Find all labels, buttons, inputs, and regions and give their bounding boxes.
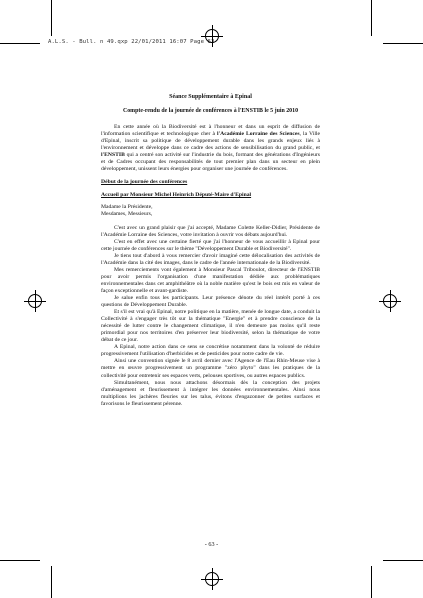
speech-heading: Accueil par Monsieur Michel Heinrich Député-Maire d'Epinal <box>101 192 252 199</box>
registration-mark-icon <box>205 29 219 43</box>
salutation <box>101 204 320 218</box>
crop-mark <box>51 0 52 36</box>
registration-mark-icon <box>383 294 397 308</box>
body-paragraph: Je salue enfin tous les participants. Leur présence dénote du réel intérêt porté à ces questions de Développement Durable. <box>101 294 320 309</box>
crop-mark <box>371 0 372 36</box>
crop-mark <box>51 566 52 598</box>
page-body <box>101 94 320 408</box>
enstib-name: l'ENSTIB <box>101 152 125 159</box>
registration-mark-icon <box>205 572 219 586</box>
section-heading: Début de la journée des conférences <box>101 179 188 186</box>
crop-mark <box>383 560 423 561</box>
body-paragraph: Mes remerciements vont également à Monsieur Pascal Triboulot, directeur de l'ENSTIB pour avoir permis l'organisation d'une manifestation dédiée aux problématiques environnementales dans cet amphithéâtre où la noble matière qu'est le bois est mis en valeur de façon exceptionnelle et avant-gardiste. <box>101 266 320 294</box>
print-slug: A.L.S. - Bull. n 49.qxp 22/01/2011 16:07 Page 63 <box>48 39 215 45</box>
body-paragraph: Simultanément, nous nous attachons désormais dès la conception des projets d'aménagement et fleurissement à intégrer les données environnementales. Ainsi nous multiplions les jachères fleuries sur les talus, évitons d'engazonner de petites surfaces et favorisons le fleurissement pérenne. <box>101 379 320 407</box>
body-paragraph: C'est avec un grand plaisir que j'ai accepté, Madame Colette Keller-Didier, Présidente de l'Académie Lorraine des Sciences, votre invitation à ouvrir vos débats aujourd'hui. <box>101 224 320 238</box>
crop-mark <box>383 43 423 44</box>
page-number: - 63 - <box>204 541 219 548</box>
body-paragraph: A Epinal, notre action dans ce sens se concrétise notamment dans la volonté de réduire progressivement l'utilisation d'herbicides et de pesticides pour notre cadre de vie. <box>101 344 320 358</box>
body-paragraph: C'est en effet avec une certaine fierté que j'ai l'honneur de vous accueillir à Epinal pour cette journée de conférences sur le thème "Développement Durable et Biodiversité". <box>101 238 320 252</box>
salutation-line: Mesdames, Messieurs, <box>101 210 153 217</box>
intro-text: qui a centré son activité sur l'industrie du bois, formant des générations d'Ingénieurs et de Cadres occupant des responsabilités de tout premier plan dans un secteur en plein développement, unissent leurs énergies pour organiser une journée de conférences. <box>101 152 320 173</box>
crop-mark <box>0 560 40 561</box>
body-paragraph: Je tiens tout d'abord à vous remercier d'avoir imaginé cette délocalisation des activités de l'Académie dans la cité des images, dans le cadre de l'année internationale de la Biodiversité. <box>101 252 320 266</box>
page-title: Séance Supplémentaire à Epinal <box>169 94 252 100</box>
crop-mark <box>0 43 40 44</box>
page-subtitle: Compte-rendu de la journée de conférences à l'ENSTIB le 5 juin 2010 <box>122 108 299 115</box>
body-paragraph: Et s'il est vrai qu'à Epinal, notre politique en la matière, menée de longue date, a conduit la Collectivité à s'engager très tôt sur la thématique "Energie" et à prendre conscience de la nécessité de lutter contre le changement climatique, il n'en demeure pas moins qu'il reste primordial pour nos territoires d'en préserver leur biodiversité, selon la thématique de votre débat de ce jour. <box>101 309 320 344</box>
crop-mark <box>371 566 372 598</box>
intro-paragraph <box>101 124 320 173</box>
salutation-line: Madame la Présidente, <box>101 203 153 210</box>
intro-text: , la Ville d'Epinal, inscrit sa politique de développement durable dans les grands enjeux liés à l'environnement et développe dans ce cadre des actions de sensibilisation du grand public, et <box>101 131 320 152</box>
academy-name: l'Académie Lorraine des Sciences <box>217 131 300 138</box>
intro-text: En cette année où la Biodiversité est à l'honneur et dans un esprit de diffusion de l'information scientifique et technologique cher à <box>101 124 320 138</box>
body-paragraph: Ainsi une convention signée le 8 avril dernier avec l'Agence de l'Eau Rhin-Meuse vise à mettre en œuvre progressivement un programme "zéro phyto" dans les pratiques de la collectivité pour entretenir ses espaces verts, pelouses sportives, ou autres espaces publics. <box>101 358 320 379</box>
registration-mark-icon <box>28 294 42 308</box>
